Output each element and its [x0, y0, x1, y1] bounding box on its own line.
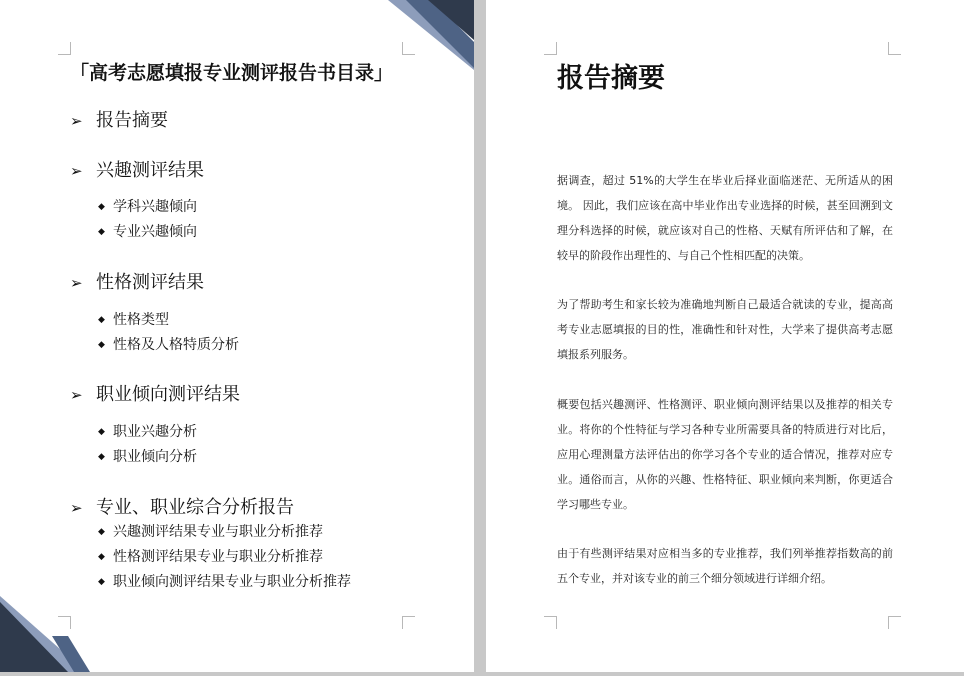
summary-heading: 报告摘要 [557, 63, 665, 94]
toc-item-personality-recommendation[interactable] [98, 546, 323, 566]
bullet-icon: ◆ [98, 340, 105, 350]
crop-mark-bottom-left [58, 616, 71, 629]
toc-page [0, 0, 474, 672]
summary-page [486, 0, 964, 672]
toc-item-personality-type[interactable] [98, 309, 169, 329]
toc-section-label: 兴趣测评结果 [96, 160, 204, 181]
top-right-corner-decoration [388, 0, 474, 70]
toc-item-subject-interest[interactable] [98, 196, 197, 216]
bullet-icon: ◆ [98, 315, 105, 325]
toc-item-label: 职业兴趣分析 [113, 424, 197, 440]
toc-item-label: 性格及人格特质分析 [113, 337, 239, 353]
toc-item-label: 学科兴趣倾向 [113, 199, 197, 215]
toc-section-comprehensive[interactable] [70, 493, 294, 519]
bullet-icon: ◆ [98, 202, 105, 212]
toc-section-label: 专业、职业综合分析报告 [96, 497, 294, 518]
toc-item-label: 兴趣测评结果专业与职业分析推荐 [113, 524, 323, 540]
arrow-icon: ➢ [70, 499, 83, 517]
toc-item-career-interest[interactable] [98, 421, 197, 441]
arrow-icon: ➢ [70, 274, 83, 292]
summary-paragraph-2: 为了帮助考生和家长较为准确地判断自己最适合就读的专业，提高高考专业志愿填报的目的性，准确性和针对性，大学来了提供高考志愿填报系列服务。 [557, 298, 893, 361]
toc-section-label: 职业倾向测评结果 [96, 384, 240, 405]
toc-section-personality[interactable] [70, 268, 204, 294]
toc-section-label: 性格测评结果 [96, 272, 204, 293]
crop-mark-bottom-left [544, 616, 557, 629]
arrow-icon: ➢ [70, 386, 83, 404]
bottom-left-corner-decoration [0, 596, 90, 672]
bullet-icon: ◆ [98, 577, 105, 587]
toc-section-interest[interactable] [70, 156, 204, 182]
toc-title: 「高考志愿填报专业测评报告书目录」 [70, 62, 394, 84]
toc-item-label: 性格类型 [113, 312, 169, 328]
toc-section-career[interactable] [70, 380, 240, 406]
crop-mark-bottom-right [888, 616, 901, 629]
bullet-icon: ◆ [98, 227, 105, 237]
toc-item-interest-recommendation[interactable] [98, 521, 323, 541]
toc-item-label: 职业倾向测评结果专业与职业分析推荐 [113, 574, 351, 590]
crop-mark-top-left [58, 42, 71, 55]
summary-paragraph-4: 由于有些测评结果对应相当多的专业推荐，我们列举推荐指数高的前五个专业，并对该专业的前三个细分领域进行详细介绍。 [557, 547, 893, 585]
toc-item-label: 性格测评结果专业与职业分析推荐 [113, 549, 323, 565]
summary-paragraph-3: 概要包括兴趣测评、性格测评、职业倾向测评结果以及推荐的相关专业。将你的个性特征与学习各种专业所需要具备的特质进行对比后，应用心理测量方法评估出的你学习各个专业的适合情况，推荐对应专业。通俗而言，从你的兴趣、性格特征、职业倾向来判断，你更适合学习哪些专业。 [557, 398, 893, 511]
toc-item-label: 专业兴趣倾向 [113, 224, 197, 240]
toc-section-summary[interactable] [70, 106, 168, 132]
crop-mark-top-left [544, 42, 557, 55]
bullet-icon: ◆ [98, 427, 105, 437]
toc-item-label: 职业倾向分析 [113, 449, 197, 465]
toc-section-label: 报告摘要 [96, 110, 168, 131]
bullet-icon: ◆ [98, 552, 105, 562]
bullet-icon: ◆ [98, 527, 105, 537]
arrow-icon: ➢ [70, 112, 83, 130]
summary-paragraph-1: 据调查，超过 51%的大学生在毕业后择业面临迷茫、无所适从的困境。 因此，我们应该在高中毕业作出专业选择的时候，甚至回溯到文理分科选择的时候，就应该对自己的性格、天赋有所评估和了解，在较早的阶段作出理性的、与自己个性相匹配的决策。 [557, 174, 893, 262]
toc-item-major-interest[interactable] [98, 221, 197, 241]
toc-item-personality-traits[interactable] [98, 334, 239, 354]
bullet-icon: ◆ [98, 452, 105, 462]
crop-mark-top-right [888, 42, 901, 55]
crop-mark-bottom-right [402, 616, 415, 629]
arrow-icon: ➢ [70, 162, 83, 180]
crop-mark-top-right [402, 42, 415, 55]
toc-item-career-recommendation[interactable] [98, 571, 351, 591]
toc-item-career-tendency[interactable] [98, 446, 197, 466]
